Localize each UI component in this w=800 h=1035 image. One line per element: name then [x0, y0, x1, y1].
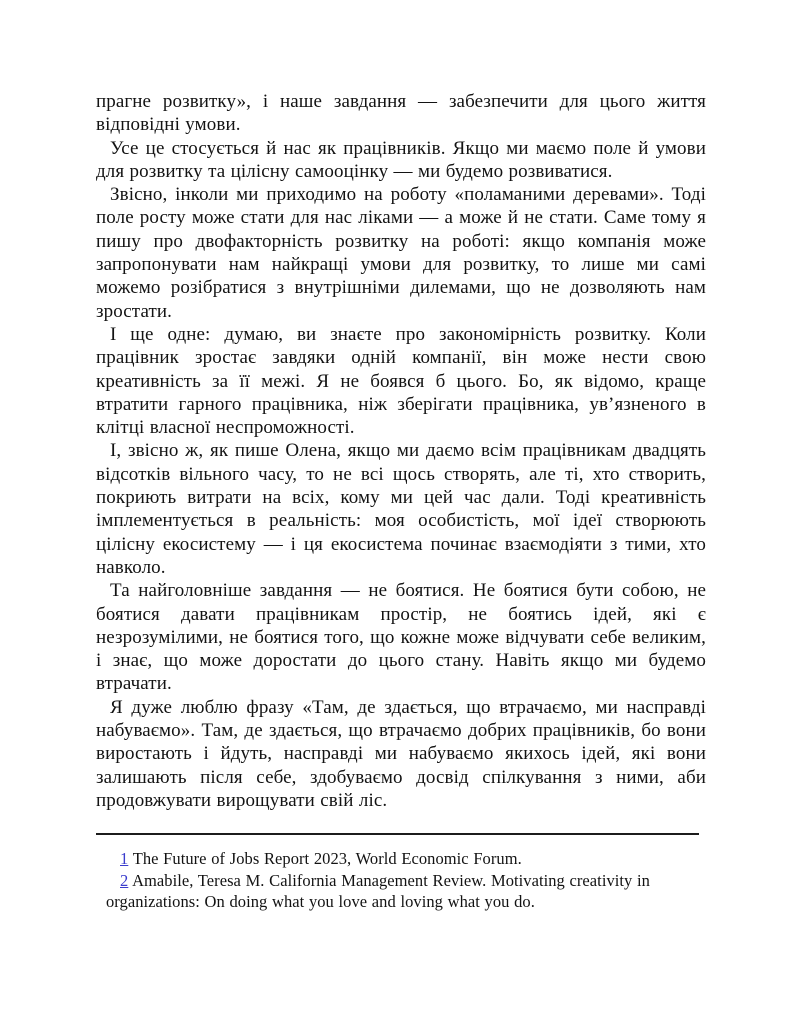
- footnotes: [96, 848, 706, 913]
- footnote-text: Amabile, Teresa M. California Management Review. Motivating creativity in organizations: On doing what you love and loving what you do.: [106, 870, 650, 912]
- footnote-ref-link[interactable]: 2: [120, 870, 129, 890]
- paragraph: Усе це стосується й нас як працівників. Якщо ми маємо поле й умови для розвитку та цілісну самооцінку — ми будемо розвиватися.: [96, 137, 706, 182]
- footnote: [96, 848, 706, 870]
- page-body: [96, 90, 706, 913]
- footnote: [96, 870, 706, 913]
- paragraph: І, звісно ж, як пише Олена, якщо ми даємо всім працівникам двадцять відсотків вільного часу, то не всі щось створять, але ті, хто створить, покриють витрати на всіх, кому ми цей час дали. Тоді креативність імплементується в реальність: моя особистість, мої ідеї створюють цілісну екосистему — і ця екосистема починає взаємодіяти з тими, хто навколо.: [96, 440, 706, 578]
- paragraph: І ще одне: думаю, ви знаєте про закономірність розвитку. Коли працівник зростає завдяки одній компанії, він може нести свою креативність за її межі. Я не боявся б цього. Бо, як відомо, краще втратити гарного працівника, ніж зберігати працівника, ув’язненого в клітці власної неспроможності.: [96, 323, 706, 439]
- footnote-separator: [96, 833, 699, 835]
- paragraph: Я дуже люблю фразу «Там, де здається, що втрачаємо, ми насправді набуваємо». Там, де здається, що втрачаємо добрих працівників, бо вони виростають і йдуть, насправді ми набуваємо якихось ідей, які вони залишають після себе, здобуваємо досвід спілкування з ними, аби продовжувати вирощувати свій ліс.: [96, 696, 706, 811]
- footnote-text: The Future of Jobs Report 2023, World Economic Forum.: [132, 849, 522, 869]
- footnote-ref-link[interactable]: 1: [120, 849, 129, 869]
- paragraph: Звісно, інколи ми приходимо на роботу «поламаними деревами». Тоді поле росту може стати для нас ліками — а може й не стати. Саме тому я пишу про двофакторність розвитку на роботі: якщо компанія може запропонувати нам найкращі умови для розвитку, то лише ми самі можемо розібратися з внутрішніми дилемами, що не дозволяють нам зростати.: [96, 184, 706, 322]
- paragraph: прагне розвитку», і наше завдання — забезпечити для цього життя відповідні умови.: [96, 91, 706, 136]
- paragraph: Та найголовніше завдання — не боятися. Не боятися бути собою, не боятися давати працівникам простір, не боятись ідей, які є незрозумілими, не боятися того, що кожне може відчувати себе великим, і знає, що може доростати до цього стану. Навіть якщо ми будемо втрачати.: [96, 580, 706, 695]
